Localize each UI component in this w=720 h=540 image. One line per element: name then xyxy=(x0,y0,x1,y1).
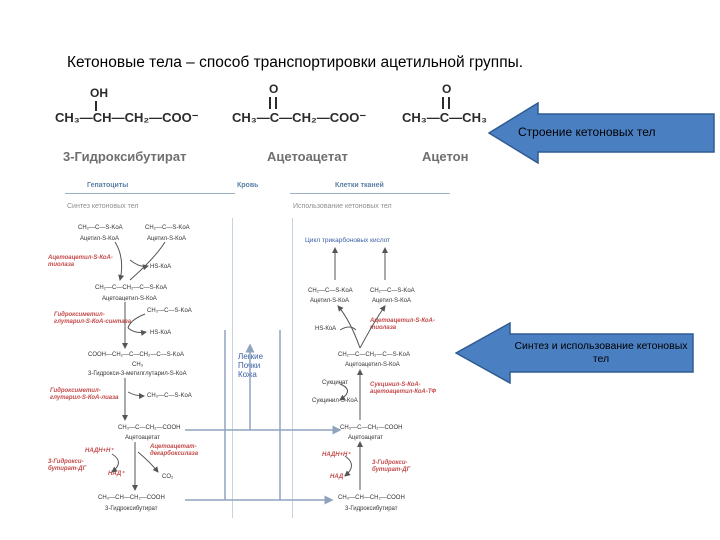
compound-name: Ацетил-S-КоА xyxy=(372,298,411,304)
acetoacetyl-coa-formula: CH₂—C—CH₂—C—S-KoA xyxy=(338,352,410,358)
enzyme-label: Ацетоацетил-S-КоА-тиолаза xyxy=(370,318,435,331)
callout-structure-label: Строение кетоновых тел xyxy=(518,125,656,139)
acetyl-coa-formula: CH₃—C—S-KoA xyxy=(147,393,192,399)
acetyl-coa-formula: CH₂—C—S-KoA xyxy=(145,225,190,231)
hydroxybutyrate-formula: CH₃—CH—CH₂—COOH xyxy=(98,495,165,501)
acetone-formula: CH₃—C—CH₃ xyxy=(402,110,487,125)
acetoacetate-structure xyxy=(232,80,382,170)
succinate-label: Сукцинат xyxy=(322,380,349,386)
hydroxybutyrate-formula: CH₃—CH—CH₂—COOH xyxy=(338,495,405,501)
nad-label: НАД⁺ xyxy=(330,474,347,480)
acetoacetyl-coa-formula: CH₂—C—CH₂—C—S-KoA xyxy=(95,285,167,291)
header-tissue-cells: Клетки тканей xyxy=(335,182,384,189)
oh-label: OH xyxy=(90,86,108,100)
organ-label: Почки xyxy=(238,361,261,370)
header-blood: Кровь xyxy=(237,182,259,189)
acetyl-coa-formula: CH₂—C—S-KoA xyxy=(308,288,353,294)
compound-name: Ацетил-S-КоА xyxy=(80,236,119,242)
compound-name: Ацетоацетат xyxy=(348,435,384,441)
succinyl-coa-label: Сукцинил-S-КоА xyxy=(312,398,358,404)
acetyl-coa-formula: CH₃—C—S-KoA xyxy=(147,308,192,314)
acetoacetate-formula: CH₃—C—CH₂—COOH xyxy=(340,425,403,431)
hydroxybutyrate-name: 3-Гидроксибутират xyxy=(63,149,187,164)
organ-label: Легкие xyxy=(238,352,264,361)
acetoacetate-formula: CH₃—C—CH₂—COOH xyxy=(118,425,181,431)
hs-koa-label: HS-КоА xyxy=(150,330,172,336)
compound-name: Ацетил-S-КоА xyxy=(147,236,186,242)
acetyl-coa-formula: CH₂—C—S-KoA xyxy=(78,225,123,231)
compound-name: 3-Гидрокси-3-метилглутарил-S-КоА xyxy=(88,371,187,377)
compound-name: Ацетоацетат xyxy=(125,435,161,441)
ketone-pathway-diagram xyxy=(40,180,460,520)
organ-label: Кожа xyxy=(238,370,257,379)
enzyme-label: Сукцинил-S-КоА-ацетоацетил-КоА-ТФ xyxy=(370,382,437,395)
o-label: O xyxy=(442,82,452,96)
acetone-name: Ацетон xyxy=(422,149,469,164)
enzyme-label: Гидроксиметил-глутарил-S-КоА-лиаза xyxy=(50,388,119,401)
header-hepatocytes: Гепатоциты xyxy=(87,182,129,189)
pathway-arrows xyxy=(40,180,460,520)
nad-label: НАД⁺ xyxy=(108,471,125,477)
co2-label: CO₂ xyxy=(162,474,174,480)
compound-name: Ацетоацетил-S-КоА xyxy=(102,296,157,302)
hs-koa-label: HS-КоА xyxy=(150,264,172,270)
section-synthesis: Синтез кетоновых тел xyxy=(67,203,139,210)
nadh-label: НАДН+Н⁺ xyxy=(85,448,114,454)
tca-label: Цикл трикарбоновых кислот xyxy=(305,237,391,244)
nadh-label: НАДН+Н⁺ xyxy=(322,452,351,458)
callout-synthesis-label: Синтез и использование кетоновых тел xyxy=(514,340,688,365)
acetoacetate-formula: CH₃—C—CH₂—COO⁻ xyxy=(232,110,367,125)
hmg-coa-formula: COOH—CH₂—C—CH₂—C—S-KoA xyxy=(88,352,184,358)
compound-name: 3-Гидроксибутират xyxy=(105,506,158,512)
compound-name: Ацетоацетил-S-КоА xyxy=(345,362,400,368)
acetyl-coa-formula: CH₂—C—S-KoA xyxy=(370,288,415,294)
hydroxybutyrate-structure xyxy=(55,80,225,170)
acetoacetate-name: Ацетоацетат xyxy=(267,149,348,164)
hmg-coa-sub: CH₃ xyxy=(132,362,144,368)
enzyme-label: Гидроксиметил-глутарил-S-КоА-синтаза xyxy=(54,312,132,325)
enzyme-label: 3-Гидрокси-бутират-ДГ xyxy=(48,459,87,472)
enzyme-label: Ацетоацетат-декарбоксилаза xyxy=(150,444,199,457)
hydroxybutyrate-formula: CH₃—CH—CH₂—COO⁻ xyxy=(55,110,199,125)
compound-name: 3-Гидроксибутират xyxy=(345,506,398,512)
compound-name: Ацетил-S-КоА xyxy=(310,298,349,304)
slide-title: Кетоновые тела – способ транспортировки ацетильной группы. xyxy=(67,54,524,71)
o-label: O xyxy=(269,82,279,96)
enzyme-label: Ацетоацетил-S-КоА-тиолаза xyxy=(48,255,113,268)
enzyme-label: 3-Гидрокси-бутират-ДГ xyxy=(372,460,411,473)
section-usage: Использование кетоновых тел xyxy=(293,203,392,210)
hs-koa-label: HS-КоА xyxy=(315,326,337,332)
